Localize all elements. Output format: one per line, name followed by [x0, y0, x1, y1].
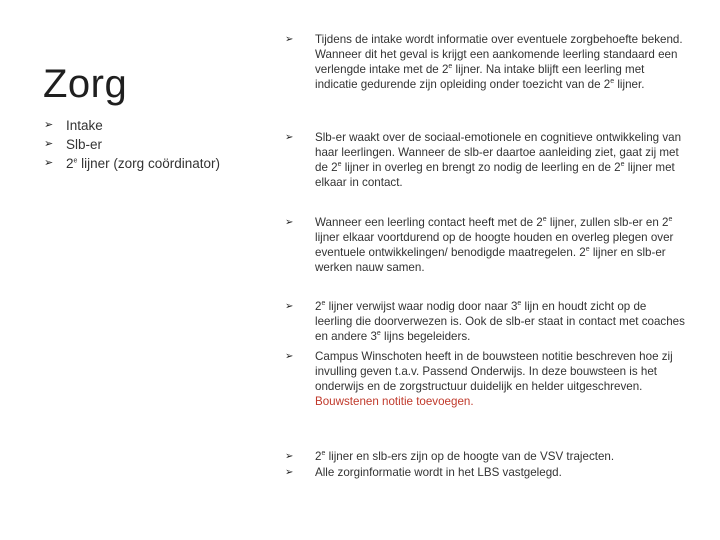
- topic-label: Slb-er: [66, 137, 103, 152]
- arrow-bullet-icon: ➢: [285, 132, 294, 143]
- note-link-text: Bouwstenen notitie toevoegen.: [315, 395, 474, 408]
- ordinal-superscript: e: [542, 216, 547, 224]
- bullet-text: [315, 349, 685, 409]
- ordinal-superscript: e: [376, 330, 381, 338]
- bullet-text-run: 2: [315, 450, 322, 463]
- bullet-text-run: lijner, zullen slb-er en 2: [546, 216, 669, 229]
- bullet-text-run: Slb-er waakt over de sociaal-emotionele en cognitieve ontwikkeling van haar leerlingen. Wanneer de slb-er daartoe aanleiding ziet, gaat zij met de 2: [315, 131, 682, 174]
- topic-label: lijner (zorg coördinator): [77, 156, 220, 171]
- ordinal-superscript: e: [610, 78, 615, 86]
- ordinal-superscript: e: [517, 300, 522, 308]
- bullet-text: [315, 130, 685, 190]
- topic-label: Intake: [66, 118, 103, 133]
- bullet-text: [315, 449, 685, 464]
- bullet-text-run: lijner elkaar voortdurend op de hoogte houden en overleg plegen over eventuele ontwikkelingen/ benodigde maatregelen. 2: [315, 231, 674, 259]
- bullet-text-run: Alle zorginformatie wordt in het LBS vastgelegd.: [315, 466, 562, 479]
- bullet-slb-er: [285, 130, 685, 190]
- arrow-bullet-icon: ➢: [285, 451, 294, 462]
- bullet-campus-winschoten: [285, 349, 685, 409]
- bullet-text: [315, 465, 685, 480]
- slide-title: Zorg: [43, 62, 128, 106]
- bullet-text-run: Wanneer een leerling contact heeft met de 2: [315, 216, 543, 229]
- bullet-text-run: Campus Winschoten heeft in de bouwsteen notitie beschreven hoe zij invulling geven t.a.v. Passend Onderwijs. In deze bouwsteen is het onderwijs en de zorgstructuur duidelijk en helder uitgeschreven.: [315, 350, 673, 393]
- bullet-text-run: lijner met elkaar in contact.: [315, 161, 675, 189]
- bullet-text-run: lijner.: [614, 78, 645, 91]
- bullet-text-run: lijner verwijst waar nodig door naar 3: [325, 300, 518, 313]
- bullet-text: [315, 32, 685, 92]
- arrow-bullet-icon: ➢: [285, 301, 294, 312]
- topic-item-2e-lijner: [44, 154, 274, 173]
- bullet-text-run: lijner en slb-ers zijn op de hoogte van de VSV trajecten.: [325, 450, 615, 463]
- topic-item-slb-er: [44, 135, 274, 154]
- bullet-vsv: [285, 449, 685, 464]
- bullet-text-run: lijner en slb-er werken nauw samen.: [315, 246, 666, 274]
- ordinal-superscript: e: [668, 216, 673, 224]
- bullet-text: [315, 215, 685, 275]
- ordinal-superscript: e: [448, 63, 453, 71]
- ordinal-superscript: e: [585, 246, 590, 254]
- ordinal-superscript: e: [337, 161, 342, 169]
- bullet-contact: [285, 215, 685, 275]
- arrow-bullet-icon: ➢: [285, 467, 294, 478]
- arrow-bullet-icon: ➢: [285, 217, 294, 228]
- arrow-bullet-icon: ➢: [285, 34, 294, 45]
- ordinal-superscript: e: [321, 450, 326, 458]
- bullet-text-run: lijn en houdt zicht op de leerling die doorverwezen is. Ook de slb-er staat in contact met coaches en andere 3: [315, 300, 685, 343]
- bullet-text-run: 2: [315, 300, 322, 313]
- arrow-bullet-icon: ➢: [44, 119, 54, 131]
- bullet-doorverwijzing: [285, 299, 685, 344]
- bullet-text-run: Tijdens de intake wordt informatie over eventuele zorgbehoefte bekend. Wanneer dit het geval is krijgt een aankomende leerling standaard een verlengde intake met de 2: [315, 33, 683, 76]
- bullet-text: [315, 299, 685, 344]
- ordinal-superscript: e: [73, 157, 78, 165]
- arrow-bullet-icon: ➢: [285, 351, 294, 362]
- arrow-bullet-icon: ➢: [44, 157, 54, 169]
- ordinal-superscript: e: [620, 161, 625, 169]
- topic-label-prefix: 2: [66, 156, 74, 171]
- ordinal-superscript: e: [321, 300, 326, 308]
- topic-item-intake: [44, 116, 274, 135]
- bullet-text-run: lijner. Na intake blijft een leerling met indicatie gedurende zijn opleiding onder toezicht van de 2: [315, 63, 645, 91]
- arrow-bullet-icon: ➢: [44, 138, 54, 150]
- bullet-intake: [285, 32, 685, 92]
- bullet-lbs: [285, 465, 685, 480]
- bullet-text-run: lijns begeleiders.: [380, 330, 471, 343]
- bullet-text-run: lijner in overleg en brengt zo nodig de leerling en de 2: [341, 161, 621, 174]
- topic-list: [44, 116, 274, 173]
